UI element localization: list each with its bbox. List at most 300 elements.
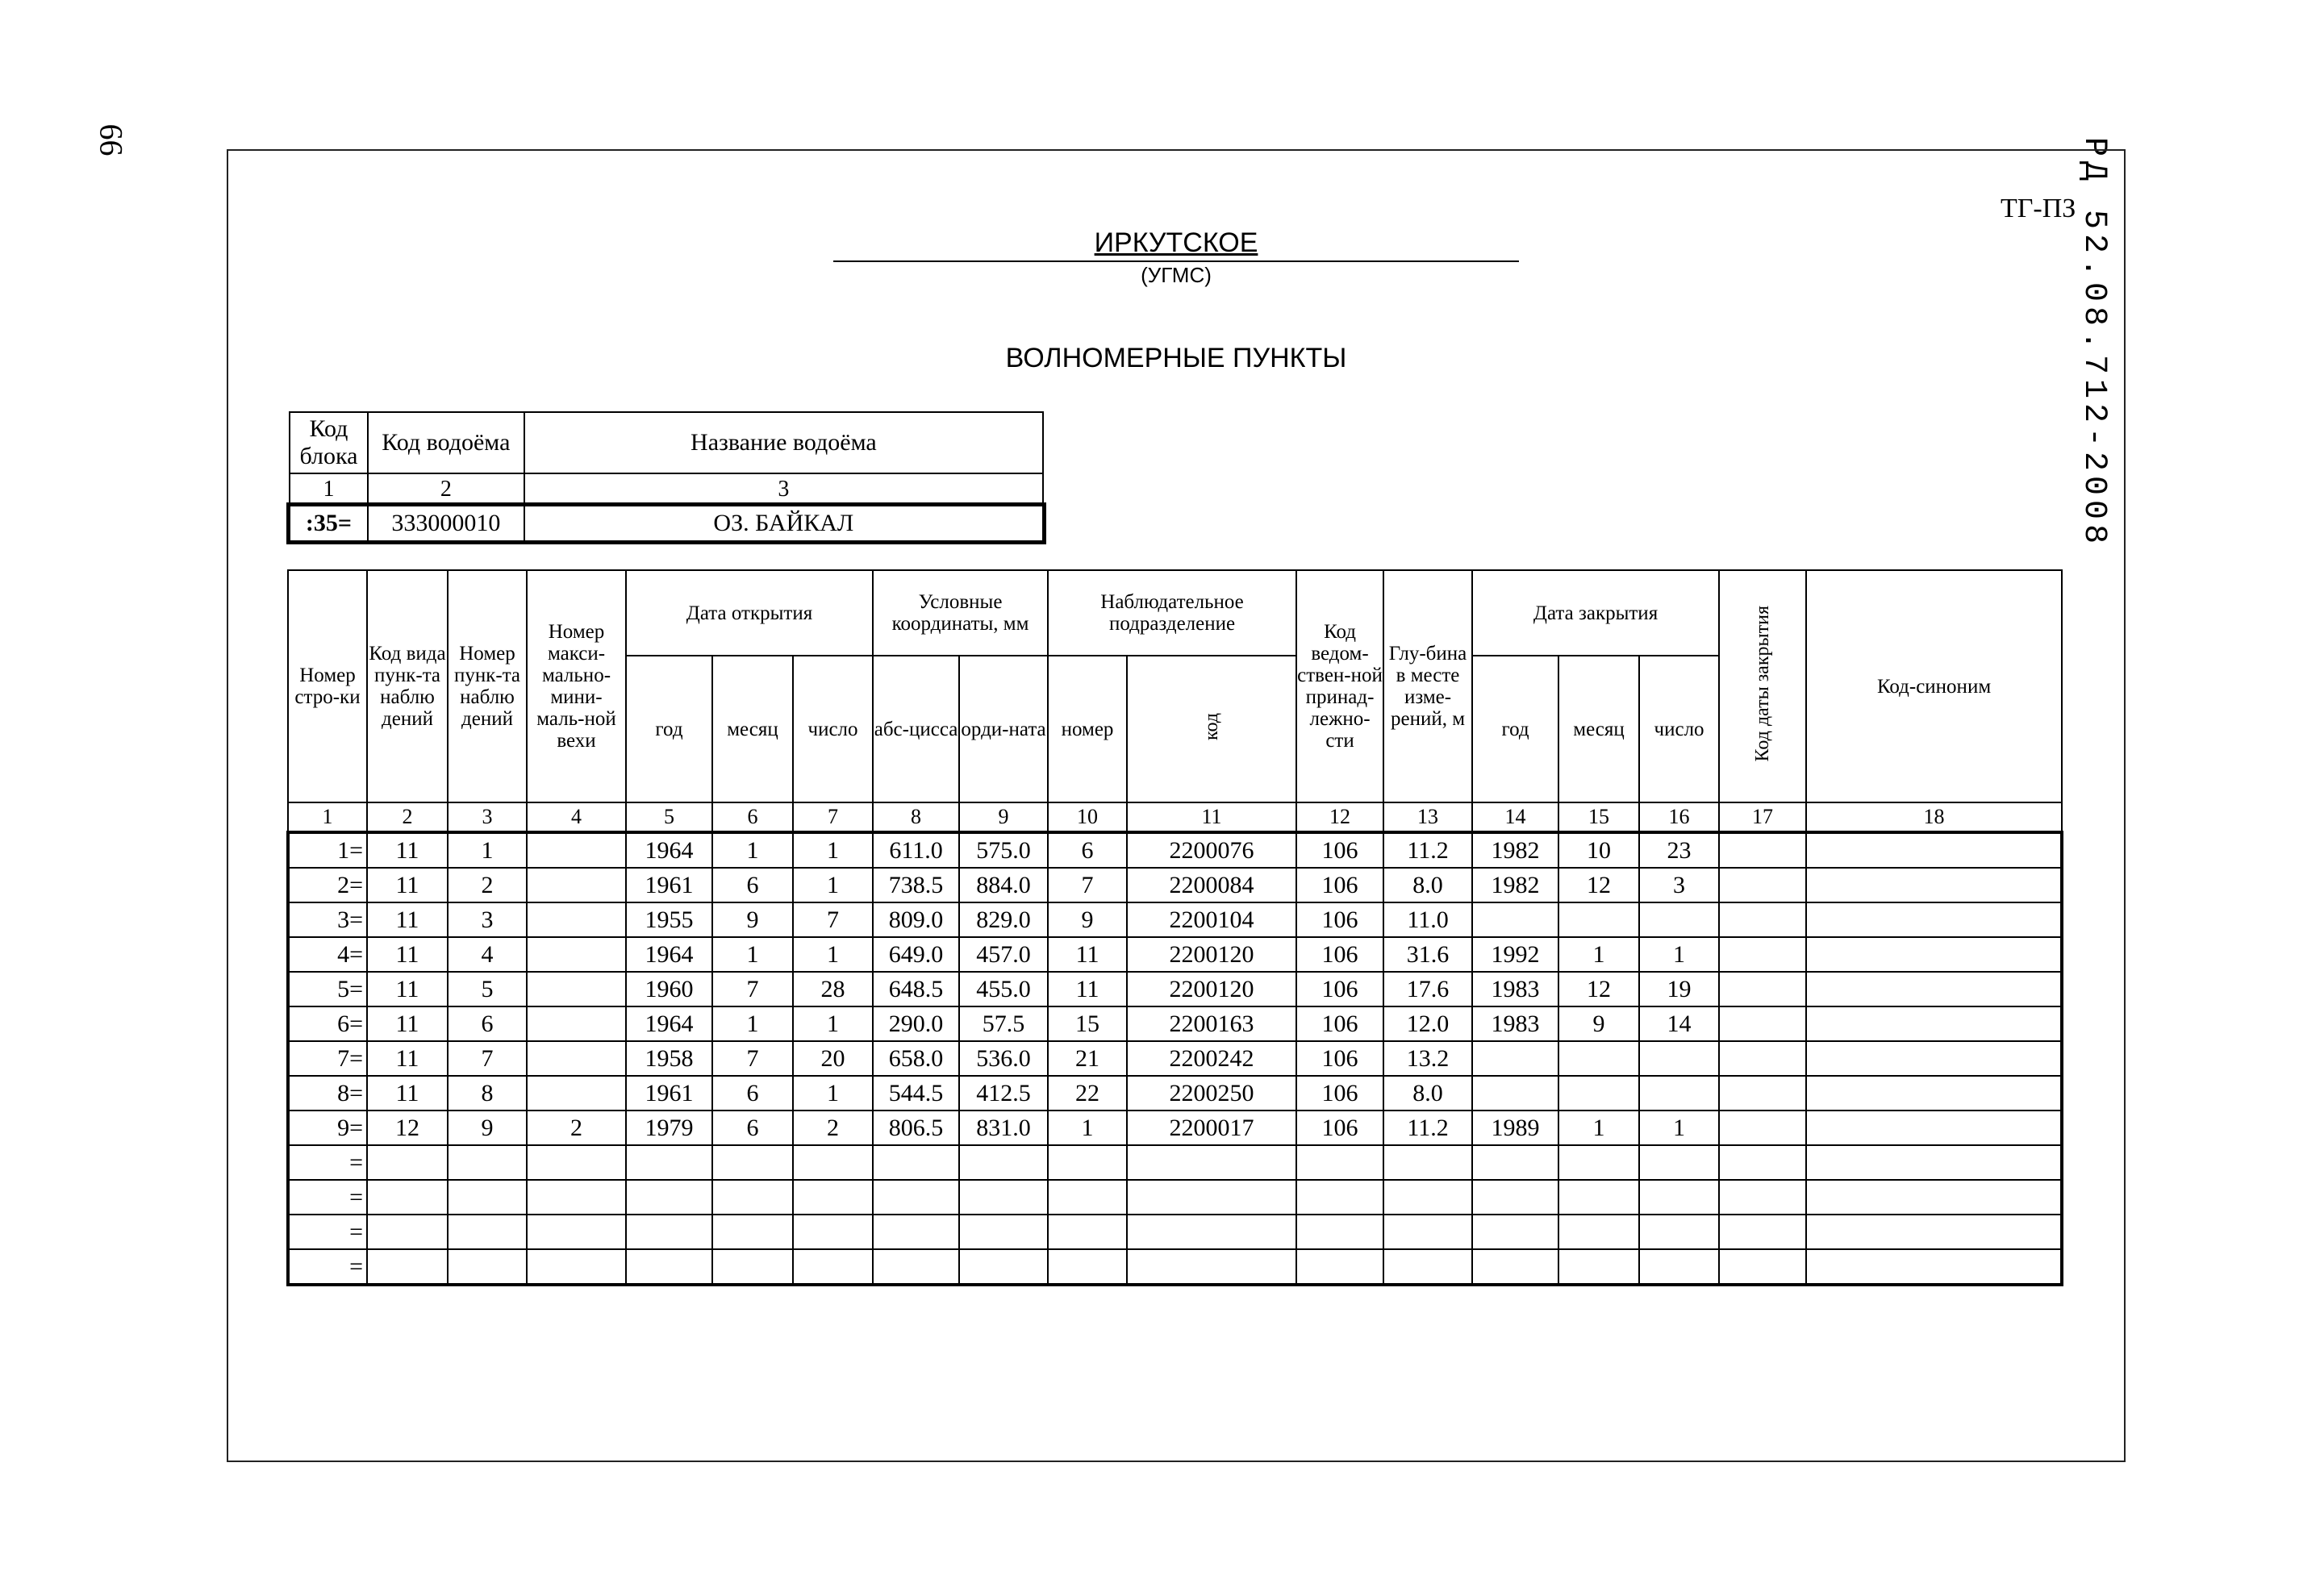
table-cell xyxy=(1558,902,1639,937)
table-cell: 2= xyxy=(288,868,367,902)
table-cell: 1982 xyxy=(1472,868,1558,902)
table-cell xyxy=(448,1145,527,1180)
table-cell xyxy=(1719,1180,1806,1215)
table-cell xyxy=(527,972,626,1006)
table-cell xyxy=(1558,1215,1639,1249)
table-cell xyxy=(1296,1180,1383,1215)
table-cell: 13.2 xyxy=(1383,1041,1472,1076)
table-cell xyxy=(1639,1076,1719,1111)
table-cell: 2200084 xyxy=(1127,868,1296,902)
table-cell: 6 xyxy=(712,868,793,902)
table-cell xyxy=(1296,1215,1383,1249)
table-cell: 7 xyxy=(712,1041,793,1076)
table-cell xyxy=(1806,1180,2062,1215)
table-row xyxy=(288,1180,2062,1215)
table-cell xyxy=(1048,1180,1127,1215)
table-cell xyxy=(1472,1180,1558,1215)
table-cell: 2200120 xyxy=(1127,937,1296,972)
table-cell xyxy=(1806,1076,2062,1111)
table-cell xyxy=(1639,1249,1719,1285)
table-cell xyxy=(873,1145,959,1180)
table-cell xyxy=(1719,902,1806,937)
table-cell xyxy=(367,1215,448,1249)
table-cell xyxy=(1383,1145,1472,1180)
table-cell xyxy=(1472,1041,1558,1076)
col-depth: Глу-бина в месте изме-рений, м xyxy=(1383,570,1472,802)
table-cell: 544.5 xyxy=(873,1076,959,1111)
table-cell: 2200104 xyxy=(1127,902,1296,937)
table-cell: 8.0 xyxy=(1383,868,1472,902)
column-number: 16 xyxy=(1639,802,1719,832)
table-cell xyxy=(1048,1215,1127,1249)
col-open-date: Дата открытия xyxy=(626,570,873,656)
column-number: 2 xyxy=(367,802,448,832)
table-row xyxy=(288,1111,2062,1145)
table-cell: 4= xyxy=(288,937,367,972)
table-cell: 831.0 xyxy=(959,1111,1048,1145)
water-body-table xyxy=(289,411,1044,542)
col-subdivision: Наблюдательное подразделение xyxy=(1048,570,1296,656)
table-cell: 611.0 xyxy=(873,832,959,868)
table-cell: 5= xyxy=(288,972,367,1006)
table-cell: 6 xyxy=(712,1076,793,1111)
column-number: 17 xyxy=(1719,802,1806,832)
table-cell xyxy=(1719,1215,1806,1249)
table-cell xyxy=(1296,1249,1383,1285)
table-cell: 3 xyxy=(1639,868,1719,902)
table-cell: 12 xyxy=(1558,972,1639,1006)
table-cell: = xyxy=(288,1145,367,1180)
table-cell: 649.0 xyxy=(873,937,959,972)
table-cell xyxy=(1472,1215,1558,1249)
table-cell xyxy=(793,1249,873,1285)
column-number: 8 xyxy=(873,802,959,832)
table-cell xyxy=(1806,937,2062,972)
table-cell: 806.5 xyxy=(873,1111,959,1145)
table-cell xyxy=(527,937,626,972)
table-cell: 11 xyxy=(367,1006,448,1041)
table-cell xyxy=(1048,1249,1127,1285)
column-number: 13 xyxy=(1383,802,1472,832)
table-cell: = xyxy=(288,1249,367,1285)
table-cell: = xyxy=(288,1180,367,1215)
table-cell xyxy=(1639,1215,1719,1249)
col-synonym: Код-синоним xyxy=(1806,570,2062,802)
table-cell: 9 xyxy=(1048,902,1127,937)
table-row xyxy=(288,1006,2062,1041)
col-close-year: год xyxy=(1472,656,1558,802)
table-cell xyxy=(1806,1041,2062,1076)
table-cell xyxy=(1383,1249,1472,1285)
table-cell: 3 xyxy=(448,902,527,937)
table-cell xyxy=(1472,1145,1558,1180)
table-cell xyxy=(793,1145,873,1180)
table-cell xyxy=(448,1249,527,1285)
table-cell xyxy=(1558,1076,1639,1111)
table-cell: 1961 xyxy=(626,868,712,902)
table-cell: 2200242 xyxy=(1127,1041,1296,1076)
table-cell: 1964 xyxy=(626,1006,712,1041)
table-cell xyxy=(1127,1249,1296,1285)
table-cell: 11 xyxy=(367,1076,448,1111)
table-cell xyxy=(1719,832,1806,868)
table-cell: 648.5 xyxy=(873,972,959,1006)
table-cell xyxy=(959,1215,1048,1249)
column-number: 11 xyxy=(1127,802,1296,832)
table-cell xyxy=(1558,1041,1639,1076)
table-cell: 1992 xyxy=(1472,937,1558,972)
table-cell xyxy=(959,1145,1048,1180)
table-cell: 5 xyxy=(448,972,527,1006)
column-numbers-row xyxy=(288,802,2062,832)
table-cell: 1 xyxy=(1639,937,1719,972)
table-cell: 1 xyxy=(1048,1111,1127,1145)
table-cell xyxy=(1296,1145,1383,1180)
table-cell xyxy=(1806,1006,2062,1041)
form-code: ТГ-ПЗ xyxy=(2001,194,2076,223)
table-cell: 19 xyxy=(1639,972,1719,1006)
table-cell: 12 xyxy=(1558,868,1639,902)
col-open-year: год xyxy=(626,656,712,802)
table-row xyxy=(288,937,2062,972)
table-cell xyxy=(1806,1215,2062,1249)
water-code-value: 333000010 xyxy=(368,506,524,541)
block-code-value: :35= xyxy=(290,506,368,541)
header-water-code: Код водоёма xyxy=(368,412,524,473)
table-cell xyxy=(367,1249,448,1285)
column-number: 9 xyxy=(959,802,1048,832)
col-close-month: месяц xyxy=(1558,656,1639,802)
table-cell: 11.0 xyxy=(1383,902,1472,937)
table-cell xyxy=(527,1145,626,1180)
table-cell: 11 xyxy=(367,972,448,1006)
table-cell xyxy=(1383,1180,1472,1215)
table-cell: 15 xyxy=(1048,1006,1127,1041)
table-cell: 9 xyxy=(448,1111,527,1145)
col-open-day: число xyxy=(793,656,873,802)
header-water-name: Название водоёма xyxy=(524,412,1043,473)
table-row xyxy=(288,902,2062,937)
table-cell: 2200250 xyxy=(1127,1076,1296,1111)
table-cell: 575.0 xyxy=(959,832,1048,868)
table-cell: 23 xyxy=(1639,832,1719,868)
table-cell: 1989 xyxy=(1472,1111,1558,1145)
column-number: 10 xyxy=(1048,802,1127,832)
col-ordinate: орди-ната xyxy=(959,656,1048,802)
table-cell xyxy=(712,1180,793,1215)
table-cell: 57.5 xyxy=(959,1006,1048,1041)
table-cell: 28 xyxy=(793,972,873,1006)
table-cell: 8 xyxy=(448,1076,527,1111)
wave-stations-table xyxy=(286,569,2063,1286)
table-cell xyxy=(626,1249,712,1285)
table-cell xyxy=(712,1249,793,1285)
table-cell xyxy=(1719,1145,1806,1180)
table-cell: 106 xyxy=(1296,832,1383,868)
table-cell xyxy=(1558,1249,1639,1285)
table-cell: 455.0 xyxy=(959,972,1048,1006)
table-cell xyxy=(1048,1145,1127,1180)
table-cell: 1 xyxy=(712,1006,793,1041)
close-code-label: Код даты закрытия xyxy=(1751,606,1773,762)
table-cell xyxy=(527,1076,626,1111)
table-cell: 2200120 xyxy=(1127,972,1296,1006)
table-row xyxy=(288,972,2062,1006)
col-open-month: месяц xyxy=(712,656,793,802)
table-cell: 457.0 xyxy=(959,937,1048,972)
header-num-2: 2 xyxy=(368,473,524,506)
column-number: 4 xyxy=(527,802,626,832)
table-cell xyxy=(1639,1145,1719,1180)
table-cell: 1 xyxy=(1639,1111,1719,1145)
table-cell xyxy=(1127,1215,1296,1249)
page-number: 66 xyxy=(93,123,130,156)
table-cell xyxy=(527,832,626,868)
table-cell: 1960 xyxy=(626,972,712,1006)
table-cell: 1982 xyxy=(1472,832,1558,868)
table-cell: 8= xyxy=(288,1076,367,1111)
table-cell: 7 xyxy=(793,902,873,937)
table-cell: 11 xyxy=(367,902,448,937)
table-cell: 1983 xyxy=(1472,972,1558,1006)
table-cell: 1979 xyxy=(626,1111,712,1145)
table-row xyxy=(288,1215,2062,1249)
col-sub-number: номер xyxy=(1048,656,1127,802)
table-cell xyxy=(1383,1215,1472,1249)
table-cell: 106 xyxy=(1296,972,1383,1006)
table-cell: 9 xyxy=(1558,1006,1639,1041)
table-cell xyxy=(959,1249,1048,1285)
table-cell xyxy=(527,902,626,937)
table-cell: 1 xyxy=(712,832,793,868)
table-cell xyxy=(873,1215,959,1249)
column-number: 3 xyxy=(448,802,527,832)
table-cell xyxy=(527,1041,626,1076)
table-cell: 11 xyxy=(1048,972,1127,1006)
table-row xyxy=(288,1249,2062,1285)
table-cell: 2200076 xyxy=(1127,832,1296,868)
col-mark-number: Номер макси-мально-мини-маль-ной вехи xyxy=(527,570,626,802)
table-cell: 11.2 xyxy=(1383,832,1472,868)
table-cell: 106 xyxy=(1296,868,1383,902)
table-cell: 1 xyxy=(793,1006,873,1041)
col-close-code xyxy=(1719,570,1806,802)
table-cell: 106 xyxy=(1296,1006,1383,1041)
table-cell xyxy=(626,1180,712,1215)
table-cell: 22 xyxy=(1048,1076,1127,1111)
column-number: 7 xyxy=(793,802,873,832)
table-cell: 7= xyxy=(288,1041,367,1076)
table-cell xyxy=(1806,1249,2062,1285)
table-cell: 11.2 xyxy=(1383,1111,1472,1145)
column-number: 14 xyxy=(1472,802,1558,832)
org-title: ИРКУТСКОЕ xyxy=(833,227,1519,262)
table-cell xyxy=(1472,902,1558,937)
table-cell: 1= xyxy=(288,832,367,868)
table-cell: 10 xyxy=(1558,832,1639,868)
table-cell xyxy=(1806,868,2062,902)
document-code: РД 52.08.712-2008 xyxy=(2076,137,2112,549)
table-cell xyxy=(367,1145,448,1180)
table-cell: 658.0 xyxy=(873,1041,959,1076)
table-cell xyxy=(1127,1145,1296,1180)
table-cell: 7 xyxy=(448,1041,527,1076)
table-cell xyxy=(1806,902,2062,937)
table-row xyxy=(288,1076,2062,1111)
table-cell: 1 xyxy=(448,832,527,868)
data-rows xyxy=(288,832,2062,1285)
table-cell xyxy=(1639,1180,1719,1215)
table-cell: 7 xyxy=(712,972,793,1006)
table-cell xyxy=(1558,1180,1639,1215)
table-cell: 11 xyxy=(367,937,448,972)
table-cell: 6 xyxy=(448,1006,527,1041)
table-cell: 2 xyxy=(793,1111,873,1145)
table-cell: 1964 xyxy=(626,832,712,868)
table-cell: 1 xyxy=(712,937,793,972)
col-row-number: Номер стро-ки xyxy=(288,570,367,802)
table-cell: 21 xyxy=(1048,1041,1127,1076)
table-cell: 20 xyxy=(793,1041,873,1076)
table-cell xyxy=(1472,1076,1558,1111)
table-cell xyxy=(448,1215,527,1249)
table-cell xyxy=(959,1180,1048,1215)
table-cell: 1 xyxy=(793,1076,873,1111)
table-cell xyxy=(793,1180,873,1215)
table-cell: 11 xyxy=(367,1041,448,1076)
table-cell: 6 xyxy=(712,1111,793,1145)
section-title: ВОЛНОМЕРНЫЕ ПУНКТЫ xyxy=(1005,343,1347,373)
table-cell: 2200017 xyxy=(1127,1111,1296,1145)
table-cell: 809.0 xyxy=(873,902,959,937)
table-cell: 14 xyxy=(1639,1006,1719,1041)
table-cell xyxy=(1719,937,1806,972)
table-cell: 6 xyxy=(1048,832,1127,868)
table-cell: 290.0 xyxy=(873,1006,959,1041)
table-cell: 1958 xyxy=(626,1041,712,1076)
table-cell xyxy=(626,1215,712,1249)
table-cell xyxy=(448,1180,527,1215)
table-cell xyxy=(873,1180,959,1215)
table-row xyxy=(288,868,2062,902)
column-number: 5 xyxy=(626,802,712,832)
table-cell xyxy=(1639,1041,1719,1076)
table-cell: 106 xyxy=(1296,1076,1383,1111)
column-number: 1 xyxy=(288,802,367,832)
col-close-date: Дата закрытия xyxy=(1472,570,1719,656)
table-cell: 106 xyxy=(1296,902,1383,937)
table-cell xyxy=(1639,902,1719,937)
col-coordinates: Условные координаты, мм xyxy=(873,570,1048,656)
table-cell xyxy=(1127,1180,1296,1215)
table-cell: 7 xyxy=(1048,868,1127,902)
table-cell: 12 xyxy=(367,1111,448,1145)
table-cell xyxy=(1719,1041,1806,1076)
table-cell: 8.0 xyxy=(1383,1076,1472,1111)
table-cell xyxy=(527,1006,626,1041)
table-cell: 1961 xyxy=(626,1076,712,1111)
table-cell: 106 xyxy=(1296,1041,1383,1076)
col-kind-code: Код вида пунк-та наблю дений xyxy=(367,570,448,802)
table-cell: 2200163 xyxy=(1127,1006,1296,1041)
table-cell: 1964 xyxy=(626,937,712,972)
table-cell: 1955 xyxy=(626,902,712,937)
table-cell: 31.6 xyxy=(1383,937,1472,972)
column-number: 15 xyxy=(1558,802,1639,832)
table-cell xyxy=(1719,1076,1806,1111)
sub-code-label: код xyxy=(1200,713,1222,740)
table-cell: 536.0 xyxy=(959,1041,1048,1076)
table-cell: 412.5 xyxy=(959,1076,1048,1111)
table-cell: 1 xyxy=(1558,1111,1639,1145)
table-cell: 1 xyxy=(1558,937,1639,972)
table-cell: 2 xyxy=(448,868,527,902)
water-name-value: ОЗ. БАЙКАЛ xyxy=(524,506,1043,541)
table-cell xyxy=(1719,972,1806,1006)
table-cell xyxy=(1472,1249,1558,1285)
table-cell xyxy=(1806,972,2062,1006)
header-num-1: 1 xyxy=(290,473,368,506)
table-cell: 738.5 xyxy=(873,868,959,902)
table-cell: 3= xyxy=(288,902,367,937)
table-cell xyxy=(626,1145,712,1180)
table-cell xyxy=(793,1215,873,1249)
table-cell xyxy=(1806,1145,2062,1180)
table-cell xyxy=(1719,1111,1806,1145)
table-cell xyxy=(1558,1145,1639,1180)
table-cell: 1 xyxy=(793,868,873,902)
table-cell: 2 xyxy=(527,1111,626,1145)
table-cell: 6= xyxy=(288,1006,367,1041)
header-num-3: 3 xyxy=(524,473,1043,506)
table-row xyxy=(288,1145,2062,1180)
table-cell: 12.0 xyxy=(1383,1006,1472,1041)
col-close-day: число xyxy=(1639,656,1719,802)
table-cell: 9= xyxy=(288,1111,367,1145)
org-subtitle: (УГМС) xyxy=(1141,263,1212,287)
table-cell: 884.0 xyxy=(959,868,1048,902)
table-cell xyxy=(1719,868,1806,902)
column-number: 6 xyxy=(712,802,793,832)
table-cell: 1 xyxy=(793,832,873,868)
column-number: 12 xyxy=(1296,802,1383,832)
table-cell: 1 xyxy=(793,937,873,972)
table-cell xyxy=(1806,832,2062,868)
table-row xyxy=(288,1041,2062,1076)
table-cell: 4 xyxy=(448,937,527,972)
table-cell: 11 xyxy=(1048,937,1127,972)
col-sub-code xyxy=(1127,656,1296,802)
table-cell xyxy=(527,1249,626,1285)
table-cell xyxy=(712,1215,793,1249)
table-cell xyxy=(712,1145,793,1180)
table-row xyxy=(288,832,2062,868)
table-cell: 17.6 xyxy=(1383,972,1472,1006)
table-cell xyxy=(1719,1006,1806,1041)
table-cell xyxy=(527,1215,626,1249)
table-cell: 9 xyxy=(712,902,793,937)
table-cell xyxy=(527,1180,626,1215)
table-cell xyxy=(873,1249,959,1285)
table-cell xyxy=(1719,1249,1806,1285)
col-point-number: Номер пунк-та наблю дений xyxy=(448,570,527,802)
table-cell: 829.0 xyxy=(959,902,1048,937)
col-abscissa: абс-цисса xyxy=(873,656,959,802)
table-cell xyxy=(527,868,626,902)
table-cell: 106 xyxy=(1296,937,1383,972)
table-cell xyxy=(367,1180,448,1215)
column-number: 18 xyxy=(1806,802,2062,832)
